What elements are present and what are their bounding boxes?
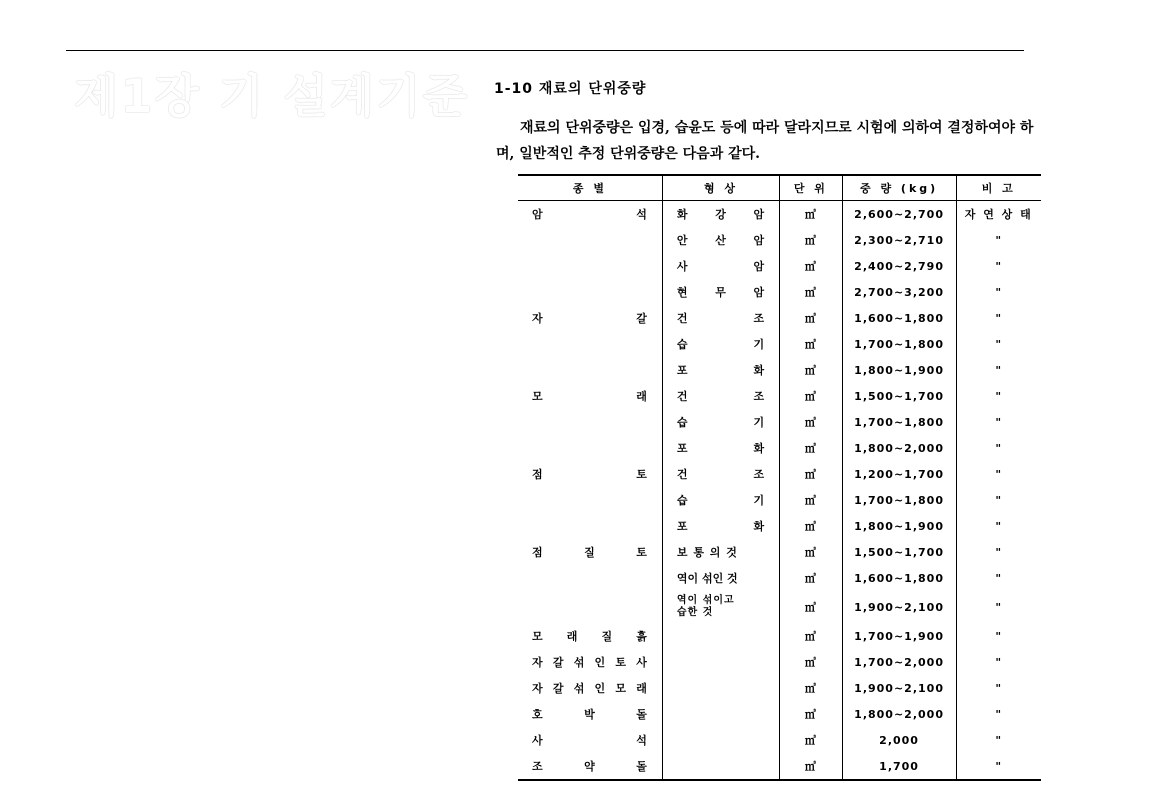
type-label-char: 래	[566, 630, 579, 643]
cell-shape	[662, 591, 779, 623]
cell-type	[518, 461, 662, 487]
cell-weight: 1,700~1,900	[842, 623, 956, 649]
cell-type	[518, 753, 662, 780]
shape-label	[677, 206, 765, 222]
cell-type	[518, 591, 662, 623]
cell-unit: ㎥	[780, 357, 842, 383]
cell-note: "	[956, 727, 1041, 753]
cell-shape	[662, 701, 779, 727]
shape-label	[677, 492, 765, 508]
type-label-char: 모	[532, 630, 544, 643]
cell-shape	[662, 513, 779, 539]
type-label-char: 석	[636, 208, 648, 221]
cell-note: "	[956, 279, 1041, 305]
cell-shape	[662, 279, 779, 305]
shape-label-char: 화	[676, 208, 689, 221]
table-row	[518, 565, 1041, 591]
shape-label-char: 기	[753, 416, 766, 429]
cell-shape	[662, 539, 779, 565]
cell-type	[518, 357, 662, 383]
cell-type	[518, 227, 662, 253]
header-shape: 형 상	[662, 175, 779, 201]
shape-label	[677, 284, 765, 300]
cell-unit: ㎥	[780, 253, 842, 279]
cell-note: "	[956, 357, 1041, 383]
cell-note: "	[956, 649, 1041, 675]
type-label	[532, 544, 648, 560]
cell-unit: ㎥	[780, 513, 842, 539]
shape-label-char: 암	[753, 260, 766, 273]
type-label	[532, 706, 648, 722]
type-label-char: 점	[532, 546, 544, 559]
type-label-char: 인	[594, 682, 607, 695]
table-row	[518, 201, 1041, 228]
table-row	[518, 253, 1041, 279]
cell-weight: 1,600~1,800	[842, 565, 956, 591]
type-label-char: 석	[636, 734, 648, 747]
table-row	[518, 383, 1041, 409]
type-label-char: 호	[532, 708, 544, 721]
cell-unit: ㎥	[780, 435, 842, 461]
cell-shape	[662, 435, 779, 461]
shape-label-char: 포	[676, 442, 689, 455]
type-label	[532, 628, 648, 644]
cell-note: "	[956, 591, 1041, 623]
type-label-char: 모	[532, 390, 544, 403]
shape-label-char: 조	[753, 468, 766, 481]
cell-weight: 1,700~1,800	[842, 331, 956, 357]
type-label-char: 자	[532, 682, 544, 695]
table-row	[518, 675, 1041, 701]
type-label	[532, 654, 648, 670]
header-weight: 중 량 (kg)	[842, 175, 956, 201]
type-label-char: 래	[636, 682, 648, 695]
cell-note: "	[956, 487, 1041, 513]
cell-weight: 1,800~1,900	[842, 513, 956, 539]
shape-label-line: 습한 것	[676, 607, 714, 618]
type-label	[532, 310, 648, 326]
type-label-char: 사	[636, 656, 648, 669]
cell-unit: ㎥	[780, 487, 842, 513]
cell-weight: 2,000	[842, 727, 956, 753]
table-row	[518, 487, 1041, 513]
cell-note: "	[956, 675, 1041, 701]
table-row	[518, 331, 1041, 357]
shape-label-char: 조	[753, 312, 766, 325]
cell-shape	[662, 727, 779, 753]
cell-note: "	[956, 305, 1041, 331]
cell-shape	[662, 305, 779, 331]
shape-label-char: 암	[753, 208, 766, 221]
cell-type	[518, 539, 662, 565]
table-header-row	[518, 175, 1041, 201]
cell-weight: 1,900~2,100	[842, 675, 956, 701]
cell-weight: 1,200~1,700	[842, 461, 956, 487]
cell-weight: 2,600~2,700	[842, 201, 956, 228]
shape-label-char: 암	[753, 234, 766, 247]
shape-label	[677, 258, 765, 274]
cell-note: 자 연 상 태	[956, 201, 1041, 228]
table-row	[518, 279, 1041, 305]
cell-unit: ㎥	[780, 753, 842, 780]
type-label	[532, 206, 648, 222]
shape-label-char: 사	[676, 260, 689, 273]
shape-label-char: 습	[676, 494, 689, 507]
type-label-char: 섞	[573, 682, 586, 695]
header-unit: 단 위	[780, 175, 842, 201]
cell-type	[518, 649, 662, 675]
type-label	[532, 680, 648, 696]
table-row	[518, 435, 1041, 461]
cell-unit: ㎥	[780, 675, 842, 701]
shape-label-char: 암	[753, 286, 766, 299]
type-label-char: 토	[615, 656, 628, 669]
type-label-char: 갈	[552, 682, 565, 695]
type-label-char: 약	[584, 760, 596, 773]
cell-unit: ㎥	[780, 623, 842, 649]
shape-label-char: 화	[753, 520, 766, 533]
table-row	[518, 227, 1041, 253]
shape-label-char: 무	[715, 286, 727, 299]
cell-shape	[662, 409, 779, 435]
cell-unit: ㎥	[780, 461, 842, 487]
cell-note: "	[956, 331, 1041, 357]
cell-type	[518, 279, 662, 305]
shape-label-char: 기	[753, 338, 766, 351]
cell-shape	[662, 253, 779, 279]
type-label	[532, 466, 648, 482]
type-label-char: 흙	[636, 630, 648, 643]
cell-type	[518, 513, 662, 539]
cell-type	[518, 201, 662, 228]
section-title: 1-10 재료의 단위중량	[494, 81, 647, 97]
type-label-char: 래	[636, 390, 648, 403]
cell-unit: ㎥	[780, 227, 842, 253]
cell-shape	[662, 487, 779, 513]
shape-label	[677, 336, 765, 352]
table-row	[518, 409, 1041, 435]
chapter-watermark: 제1장 기 설계기준	[74, 69, 470, 123]
table-row	[518, 539, 1041, 565]
type-label-char: 돌	[636, 708, 648, 721]
shape-label-char: 화	[753, 442, 766, 455]
shape-label	[677, 362, 765, 378]
intro-paragraph	[496, 115, 1086, 167]
type-label-char: 박	[584, 708, 596, 721]
cell-weight: 1,800~2,000	[842, 435, 956, 461]
table-row	[518, 727, 1041, 753]
type-label-char: 갈	[552, 656, 565, 669]
cell-unit: ㎥	[780, 409, 842, 435]
shape-label-char: 건	[676, 390, 689, 403]
cell-type	[518, 565, 662, 591]
cell-type	[518, 305, 662, 331]
shape-label	[677, 466, 765, 482]
cell-weight: 2,700~3,200	[842, 279, 956, 305]
table-row	[518, 753, 1041, 780]
shape-label-line: 역이 섞이고	[676, 595, 735, 606]
shape-label-char: 습	[676, 338, 689, 351]
cell-type	[518, 701, 662, 727]
cell-weight: 1,700	[842, 753, 956, 780]
shape-label	[677, 232, 765, 248]
cell-unit: ㎥	[780, 701, 842, 727]
cell-note: "	[956, 565, 1041, 591]
cell-note: "	[956, 383, 1041, 409]
header-note: 비 고	[956, 175, 1041, 201]
table-row	[518, 623, 1041, 649]
cell-unit: ㎥	[780, 591, 842, 623]
cell-unit: ㎥	[780, 279, 842, 305]
cell-unit: ㎥	[780, 539, 842, 565]
cell-type	[518, 435, 662, 461]
shape-label-char: 현	[676, 286, 689, 299]
type-label-char: 질	[584, 546, 596, 559]
cell-unit: ㎥	[780, 565, 842, 591]
type-label-char: 토	[636, 546, 648, 559]
cell-note: "	[956, 227, 1041, 253]
unit-weight-table	[518, 174, 1041, 781]
cell-unit: ㎥	[780, 727, 842, 753]
type-label-char: 사	[532, 734, 544, 747]
cell-note: "	[956, 435, 1041, 461]
cell-weight: 1,800~1,900	[842, 357, 956, 383]
shape-label-char: 강	[715, 208, 727, 221]
shape-label	[677, 388, 765, 404]
type-label-char: 자	[532, 312, 544, 325]
table-row	[518, 649, 1041, 675]
type-label-char: 질	[601, 630, 614, 643]
cell-shape	[662, 753, 779, 780]
cell-type	[518, 409, 662, 435]
cell-note: "	[956, 753, 1041, 780]
shape-label-char: 건	[676, 312, 689, 325]
cell-shape	[662, 461, 779, 487]
cell-type	[518, 331, 662, 357]
shape-label-char: 건	[676, 468, 689, 481]
type-label	[532, 388, 648, 404]
cell-shape	[662, 565, 779, 591]
type-label	[532, 758, 648, 774]
cell-shape	[662, 227, 779, 253]
table-row	[518, 513, 1041, 539]
shape-label-char: 화	[753, 364, 766, 377]
cell-type	[518, 383, 662, 409]
shape-label-char: 산	[715, 234, 727, 247]
cell-weight: 1,700~1,800	[842, 487, 956, 513]
type-label-char: 자	[532, 656, 544, 669]
cell-weight: 2,400~2,790	[842, 253, 956, 279]
table-row	[518, 461, 1041, 487]
shape-label-char: 조	[753, 390, 766, 403]
shape-label: 보 통 의 것	[676, 546, 738, 559]
header-rule	[66, 50, 1024, 51]
cell-type	[518, 623, 662, 649]
cell-weight: 2,300~2,710	[842, 227, 956, 253]
cell-weight: 1,700~2,000	[842, 649, 956, 675]
cell-note: "	[956, 409, 1041, 435]
shape-label-char: 기	[753, 494, 766, 507]
type-label-char: 돌	[636, 760, 648, 773]
type-label-char: 토	[636, 468, 648, 481]
cell-type	[518, 487, 662, 513]
shape-label-char: 습	[676, 416, 689, 429]
cell-unit: ㎥	[780, 331, 842, 357]
shape-label	[677, 310, 765, 326]
cell-note: "	[956, 701, 1041, 727]
header-type: 종 별	[518, 175, 662, 201]
cell-weight: 1,600~1,800	[842, 305, 956, 331]
cell-weight: 1,900~2,100	[842, 591, 956, 623]
cell-weight: 1,800~2,000	[842, 701, 956, 727]
type-label	[532, 732, 648, 748]
intro-line-2: 며, 일반적인 추정 단위중량은 다음과 같다.	[496, 146, 761, 162]
cell-type	[518, 253, 662, 279]
type-label-char: 점	[532, 468, 544, 481]
cell-note: "	[956, 623, 1041, 649]
table-row	[518, 701, 1041, 727]
type-label-char: 모	[615, 682, 628, 695]
table-row	[518, 305, 1041, 331]
cell-note: "	[956, 539, 1041, 565]
cell-note: "	[956, 513, 1041, 539]
cell-unit: ㎥	[780, 305, 842, 331]
cell-unit: ㎥	[780, 649, 842, 675]
cell-weight: 1,500~1,700	[842, 383, 956, 409]
cell-type	[518, 727, 662, 753]
table-row	[518, 591, 1041, 623]
cell-unit: ㎥	[780, 383, 842, 409]
shape-label-char: 안	[676, 234, 689, 247]
cell-shape	[662, 357, 779, 383]
cell-unit: ㎥	[780, 201, 842, 228]
type-label-char: 갈	[636, 312, 648, 325]
cell-shape	[662, 623, 779, 649]
cell-shape	[662, 383, 779, 409]
type-label-char: 암	[532, 208, 544, 221]
cell-shape	[662, 675, 779, 701]
intro-line-1: 재료의 단위중량은 입경, 습윤도 등에 따라 달라지므로 시험에 의하여 결정하여야 하	[520, 120, 1034, 136]
cell-note: "	[956, 253, 1041, 279]
cell-note: "	[956, 461, 1041, 487]
type-label-char: 섞	[573, 656, 586, 669]
cell-type	[518, 675, 662, 701]
type-label-char: 인	[594, 656, 607, 669]
cell-weight: 1,700~1,800	[842, 409, 956, 435]
cell-weight: 1,500~1,700	[842, 539, 956, 565]
cell-shape	[662, 201, 779, 228]
shape-label-char: 포	[676, 520, 689, 533]
type-label-char: 조	[532, 760, 544, 773]
shape-label-char: 포	[676, 364, 689, 377]
shape-label: 역이 섞인 것	[676, 572, 738, 585]
table-row	[518, 357, 1041, 383]
table-body	[518, 201, 1041, 781]
cell-shape	[662, 331, 779, 357]
cell-shape	[662, 649, 779, 675]
shape-label	[677, 440, 765, 456]
shape-label	[677, 518, 765, 534]
shape-label	[677, 414, 765, 430]
